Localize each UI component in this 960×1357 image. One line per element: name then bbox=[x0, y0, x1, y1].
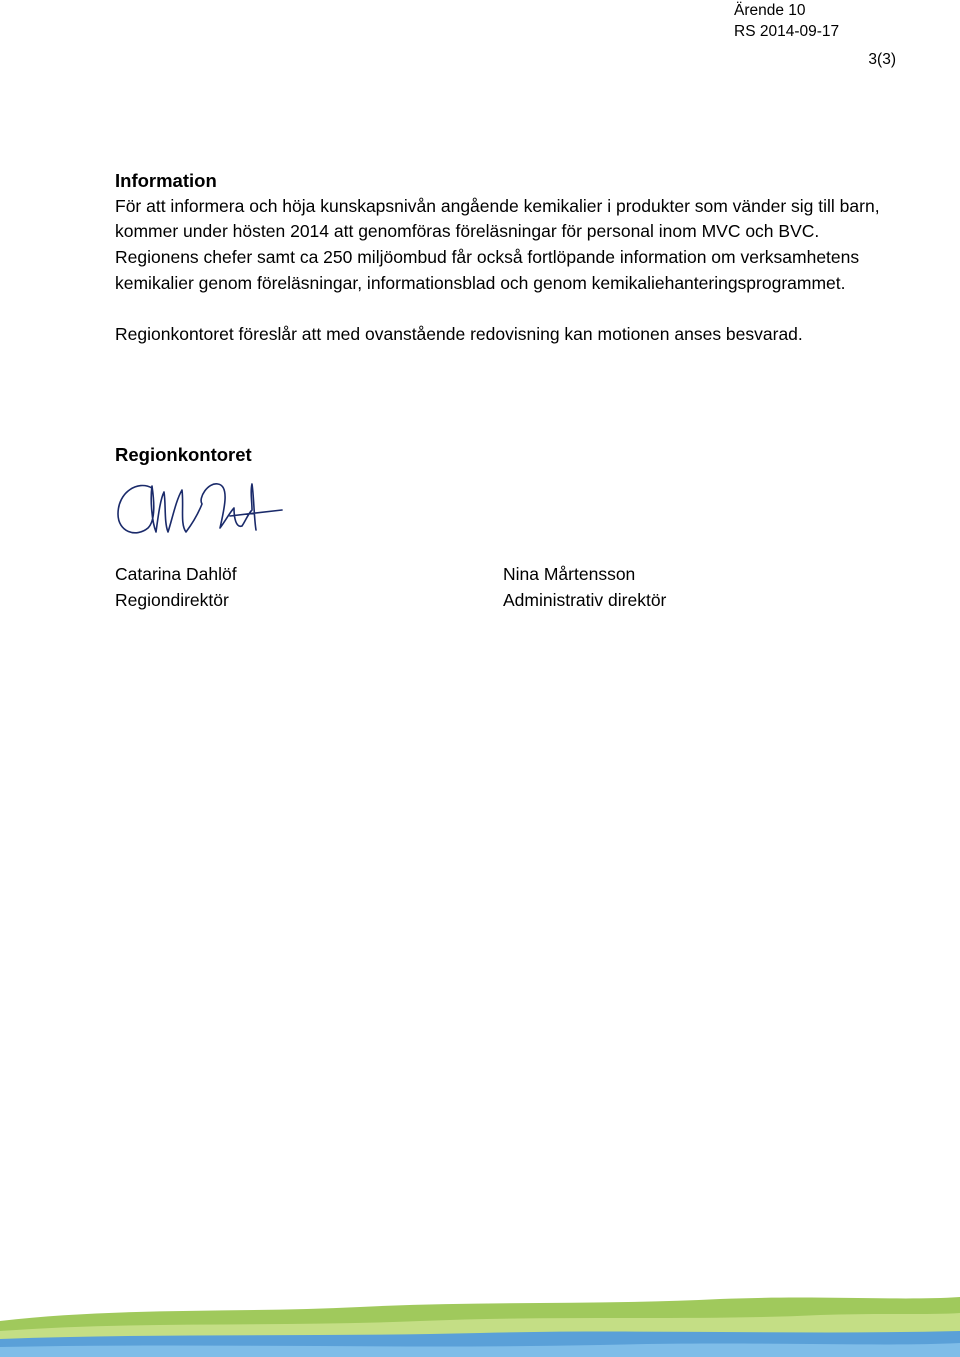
signatory-title: Administrativ direktör bbox=[503, 590, 667, 610]
document-reference bbox=[734, 0, 934, 42]
section-heading: Information bbox=[115, 170, 217, 191]
page-number: 3(3) bbox=[868, 51, 896, 68]
case-number: Ärende 10 bbox=[734, 2, 806, 19]
signatory-2 bbox=[503, 561, 666, 613]
proposal-paragraph: Regionkontoret föreslår att med ovanstående redovisning kan motionen anses besvarad. bbox=[115, 323, 803, 344]
document-body bbox=[115, 168, 905, 347]
signatory-title: Regiondirektör bbox=[115, 590, 229, 610]
information-paragraph: För att informera och höja kunskapsnivån angående kemikalier i produkter som vänder sig till barn, kommer under hösten 2014 att genomföras föreläsningar för personal inom MVC och BVC. Regionens chefer samt ca 250 miljöombud får också fortlöpande information om verksamhetens kemikalier genom föreläsningar, informationsblad och genom kemikaliehanteringsprogrammet. bbox=[115, 195, 880, 293]
meeting-reference: RS 2014-09-17 bbox=[734, 23, 840, 40]
signatory-heading: Regionkontoret bbox=[115, 444, 252, 465]
footer-landscape-decoration bbox=[0, 1277, 960, 1357]
signatory-1 bbox=[115, 561, 237, 613]
signatory-name: Nina Mårtensson bbox=[503, 564, 636, 584]
signatory-name: Catarina Dahlöf bbox=[115, 564, 237, 584]
handwritten-signature bbox=[112, 470, 290, 550]
